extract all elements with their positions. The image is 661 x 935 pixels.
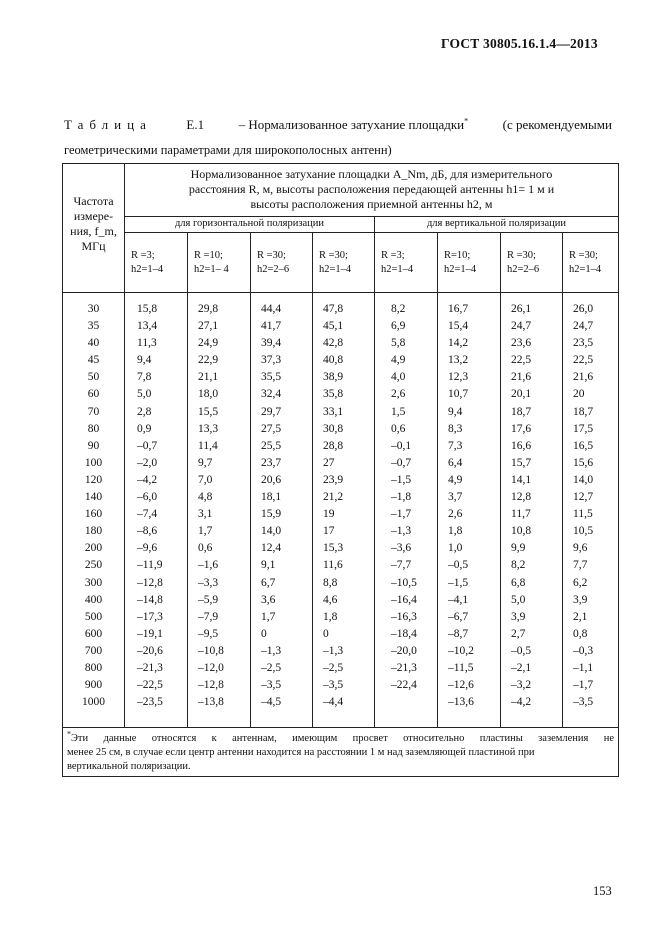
frequency-header-line: ния, f_m, — [70, 224, 117, 238]
cell-value: 5,0 — [511, 593, 526, 606]
cell-value: 18,0 — [198, 388, 219, 401]
frequency-value: 40 — [87, 337, 100, 350]
cell-value: 5,8 — [391, 337, 406, 350]
table-title-line1 — [64, 117, 612, 133]
cell-value: 12,8 — [511, 491, 532, 504]
cell-value: –10,8 — [198, 644, 224, 657]
cell-value: 7,3 — [448, 439, 463, 452]
cell-value: –23,5 — [137, 696, 163, 709]
cell-value: –16,4 — [391, 593, 417, 606]
attenuation-table — [62, 163, 619, 777]
table-title-number: Е.1 — [186, 117, 205, 132]
cell-value: –0,7 — [391, 456, 412, 469]
data-column-2 — [188, 293, 251, 728]
cell-value: 26,1 — [511, 303, 532, 315]
frequency-value: 300 — [84, 576, 103, 589]
table-title-line2: геометрическими параметрами для широкополосных антенн) — [64, 143, 392, 157]
cell-value: 20 — [573, 388, 585, 401]
frequency-value: 160 — [84, 508, 103, 521]
cell-value: 1,5 — [391, 405, 406, 418]
table-title-text: – Нормализованное затухание площадки* — [238, 116, 469, 132]
frequency-value: 900 — [84, 679, 103, 692]
cell-value: 19 — [323, 508, 335, 521]
frequency-value: 600 — [84, 627, 103, 640]
cell-value: –7,9 — [198, 610, 219, 623]
cell-value: 7,8 — [137, 371, 152, 384]
sub-header-line: R =30; — [507, 250, 536, 261]
cell-value: 41,7 — [261, 320, 282, 333]
cell-value: 22,9 — [198, 354, 219, 367]
cell-value: 0,8 — [573, 627, 588, 640]
cell-value: 2,7 — [511, 627, 526, 640]
cell-value: 15,6 — [573, 456, 594, 469]
cell-value: 15,7 — [511, 456, 532, 469]
cell-value: 14,1 — [511, 473, 532, 486]
cell-value: 1,7 — [198, 525, 213, 538]
frequency-value: 200 — [84, 542, 103, 555]
cell-value: –1,5 — [448, 576, 469, 589]
cell-value: –4,4 — [323, 696, 344, 709]
cell-value: 16,5 — [573, 439, 594, 452]
cell-value: –3,2 — [511, 679, 532, 692]
data-column-1 — [125, 293, 188, 728]
cell-value: 18,7 — [573, 405, 594, 418]
cell-value: 12,3 — [448, 371, 469, 384]
cell-value: 17,5 — [573, 422, 594, 435]
cell-value: –3,5 — [323, 679, 344, 692]
cell-value: –12,0 — [198, 661, 224, 674]
cell-value: 8,8 — [323, 576, 338, 589]
cell-value: 32,4 — [261, 388, 282, 401]
cell-value: 15,4 — [448, 320, 469, 333]
cell-value: 13,4 — [137, 320, 158, 333]
cell-value: 30,8 — [323, 422, 344, 435]
cell-value: 27,5 — [261, 422, 282, 435]
cell-value: 2,6 — [448, 508, 463, 521]
frequency-header-line: измере- — [73, 209, 114, 223]
attenuation-header: Нормализованное затухание площадки A_Nm, дБ, для измерительного расстояния R, м, высоты расположения передающей антенны h1= 1 м и высоты расположения приемной антенны h2, м — [125, 164, 619, 217]
cell-value: –1,6 — [198, 559, 219, 572]
footnote-mark: * — [464, 116, 469, 126]
sub-header-8 — [563, 233, 619, 293]
cell-value: –20,6 — [137, 644, 163, 657]
cell-value: 9,9 — [511, 542, 526, 555]
frequency-value: 400 — [84, 593, 103, 606]
sub-header-line: h2=1–4 — [444, 264, 477, 275]
cell-value: 1,0 — [448, 542, 463, 555]
cell-value: 7,7 — [573, 559, 588, 572]
cell-value: 1,8 — [323, 610, 338, 623]
cell-value: 9,4 — [137, 354, 152, 367]
cell-value: 11,7 — [511, 508, 531, 521]
cell-value: 21,6 — [511, 371, 532, 384]
sub-header-line: h2=1– 4 — [194, 264, 229, 275]
cell-value: –8,6 — [137, 525, 158, 538]
cell-value: –19,1 — [137, 627, 163, 640]
cell-value: –20,0 — [391, 644, 417, 657]
sub-header-line: h2=1–4 — [131, 264, 164, 275]
cell-value: 24,7 — [511, 320, 532, 333]
cell-value: 21,2 — [323, 491, 344, 504]
sub-header-line: h2=1–4 — [569, 264, 602, 275]
cell-value: 16,6 — [511, 439, 532, 452]
table-title-tail: (с рекомендуемыми — [502, 117, 612, 132]
cell-value: –7,7 — [391, 559, 412, 572]
cell-value: –22,4 — [391, 679, 417, 692]
cell-value: 45,1 — [323, 320, 344, 333]
cell-value: 4,8 — [198, 491, 213, 504]
cell-value: –1,3 — [391, 525, 412, 538]
cell-value: 26,0 — [573, 303, 594, 315]
cell-value: 14,0 — [573, 473, 594, 486]
cell-value: –2,1 — [511, 661, 532, 674]
cell-value: 4,6 — [323, 593, 338, 606]
frequency-value: 35 — [87, 320, 100, 333]
cell-value: 5,0 — [137, 388, 152, 401]
cell-value: 4,0 — [391, 371, 406, 384]
frequency-header — [63, 164, 125, 293]
cell-value: 13,2 — [448, 354, 469, 367]
cell-value: 11,3 — [137, 337, 157, 350]
cell-value: 18,1 — [261, 491, 282, 504]
sub-header-line: R =10; — [194, 250, 223, 261]
cell-value: 3,1 — [198, 508, 213, 521]
cell-value: –6,0 — [137, 491, 158, 504]
cell-value: –1,7 — [391, 508, 412, 521]
cell-value: –11,9 — [137, 559, 163, 572]
cell-value: 6,2 — [573, 576, 588, 589]
cell-value: 0 — [261, 627, 267, 640]
cell-value: 22,5 — [511, 354, 532, 367]
cell-value: –11,5 — [448, 661, 474, 674]
sub-header-1 — [125, 233, 188, 293]
cell-value: –18,4 — [391, 627, 417, 640]
sub-header-line: R =30; — [257, 250, 286, 261]
cell-value: 10,7 — [448, 388, 469, 401]
cell-value: –4,2 — [511, 696, 532, 709]
cell-value: 17,6 — [511, 422, 532, 435]
cell-value: 23,7 — [261, 456, 282, 469]
cell-value: –8,7 — [448, 627, 469, 640]
cell-value: 10,5 — [573, 525, 594, 538]
frequency-value: 30 — [87, 303, 100, 315]
cell-value: –22,5 — [137, 679, 163, 692]
frequency-value: 250 — [84, 559, 103, 572]
sub-header-line: R =30; — [569, 250, 598, 261]
cell-value: 13,3 — [198, 422, 219, 435]
frequency-value: 90 — [87, 439, 100, 452]
sub-header-5 — [375, 233, 438, 293]
cell-value: –6,7 — [448, 610, 469, 623]
cell-value: –7,4 — [137, 508, 158, 521]
cell-value: 10,8 — [511, 525, 532, 538]
cell-value: 20,6 — [261, 473, 282, 486]
cell-value: –12,6 — [448, 679, 474, 692]
cell-value: 42,8 — [323, 337, 344, 350]
cell-value: 3,9 — [511, 610, 526, 623]
sub-header-line: h2=2–6 — [507, 264, 540, 275]
cell-value: 4,9 — [391, 354, 406, 367]
frequency-value: 800 — [84, 661, 103, 674]
cell-value: –12,8 — [198, 679, 224, 692]
cell-value: –17,3 — [137, 610, 163, 623]
cell-value: 0 — [323, 627, 329, 640]
frequency-value: 120 — [84, 473, 103, 486]
cell-value: 8,3 — [448, 422, 463, 435]
cell-value: 9,4 — [448, 405, 463, 418]
cell-value: 37,3 — [261, 354, 282, 367]
cell-value: –4,5 — [261, 696, 282, 709]
data-column-4 — [313, 293, 375, 728]
cell-value: –12,8 — [137, 576, 163, 589]
cell-value: 12,7 — [573, 491, 594, 504]
cell-value: 1,8 — [448, 525, 463, 538]
cell-value: 27 — [323, 456, 335, 469]
cell-value: 2,8 — [137, 405, 152, 418]
cell-value: –3,5 — [573, 696, 594, 709]
cell-value: 21,6 — [573, 371, 594, 384]
cell-value: 21,1 — [198, 371, 219, 384]
cell-value: –21,3 — [391, 661, 417, 674]
cell-value: –3,6 — [391, 542, 412, 555]
cell-value: 24,9 — [198, 337, 219, 350]
cell-value: –2,5 — [323, 661, 344, 674]
cell-value: 9,6 — [573, 542, 588, 555]
sub-header-line: h2=1–4 — [319, 264, 352, 275]
cell-value: 2,1 — [573, 610, 588, 623]
cell-value: –4,2 — [137, 473, 158, 486]
cell-value: –3,5 — [261, 679, 282, 692]
cell-value: 3,9 — [573, 593, 588, 606]
cell-value: 24,7 — [573, 320, 594, 333]
frequency-value: 180 — [84, 525, 103, 538]
cell-value: 6,7 — [261, 576, 276, 589]
cell-value: –10,2 — [448, 644, 474, 657]
cell-value: –5,9 — [198, 593, 219, 606]
frequency-value: 500 — [84, 610, 103, 623]
cell-value: 15,5 — [198, 405, 219, 418]
sub-header-line: R =3; — [381, 250, 405, 261]
cell-value: 8,2 — [511, 559, 526, 572]
cell-value: 33,1 — [323, 405, 344, 418]
cell-value: –13,8 — [198, 696, 224, 709]
cell-value: –9,6 — [137, 542, 158, 555]
frequency-value: 70 — [87, 405, 100, 418]
cell-value: –3,3 — [198, 576, 219, 589]
cell-value: 3,7 — [448, 491, 463, 504]
frequency-value: 700 — [84, 644, 103, 657]
sub-header-7 — [501, 233, 563, 293]
cell-value: –10,5 — [391, 576, 417, 589]
cell-value: 38,9 — [323, 371, 344, 384]
cell-value: 47,8 — [323, 303, 344, 315]
cell-value: 11,5 — [573, 508, 593, 521]
frequency-value: 60 — [87, 388, 100, 401]
cell-value: 17 — [323, 525, 335, 538]
cell-value: –1,1 — [573, 661, 594, 674]
frequency-value: 45 — [87, 354, 100, 367]
cell-value: 15,3 — [323, 542, 344, 555]
sub-header-2 — [188, 233, 251, 293]
data-column-6 — [438, 293, 501, 728]
cell-value: 11,6 — [323, 559, 343, 572]
frequency-value: 50 — [87, 371, 100, 384]
frequency-header-line: Частота — [73, 194, 114, 208]
cell-value: 27,1 — [198, 320, 219, 333]
cell-value: 44,4 — [261, 303, 282, 315]
cell-value: 14,0 — [261, 525, 282, 538]
cell-value: –0,1 — [391, 439, 412, 452]
frequency-header-line: МГц — [81, 239, 106, 253]
frequency-value: 80 — [87, 422, 100, 435]
cell-value: –14,8 — [137, 593, 163, 606]
cell-value: 8,2 — [391, 303, 406, 315]
cell-value: –16,3 — [391, 610, 417, 623]
cell-value: 2,6 — [391, 388, 406, 401]
cell-value: 11,4 — [198, 439, 218, 452]
cell-value: 40,8 — [323, 354, 344, 367]
cell-value: –0,7 — [137, 439, 158, 452]
cell-value: 35,8 — [323, 388, 344, 401]
cell-value: 25,5 — [261, 439, 282, 452]
cell-value: 9,1 — [261, 559, 276, 572]
data-column-7 — [501, 293, 563, 728]
cell-value: 4,9 — [448, 473, 463, 486]
cell-value: –2,0 — [137, 456, 158, 469]
cell-value: –4,1 — [448, 593, 469, 606]
cell-value: 20,1 — [511, 388, 532, 401]
cell-value: 35,5 — [261, 371, 282, 384]
cell-value: 6,4 — [448, 456, 463, 469]
frequency-value: 140 — [84, 491, 103, 504]
sub-header-4 — [313, 233, 375, 293]
cell-value: 39,4 — [261, 337, 282, 350]
cell-value: 7,0 — [198, 473, 213, 486]
cell-value: 22,5 — [573, 354, 594, 367]
frequency-column — [63, 293, 125, 728]
cell-value: 1,7 — [261, 610, 276, 623]
cell-value: –1,8 — [391, 491, 412, 504]
cell-value: –0,5 — [511, 644, 532, 657]
cell-value: 0,6 — [198, 542, 213, 555]
cell-value: 0,9 — [137, 422, 152, 435]
cell-value: 3,6 — [261, 593, 276, 606]
data-column-3 — [251, 293, 313, 728]
cell-value: –0,3 — [573, 644, 594, 657]
cell-value: 28,8 — [323, 439, 344, 452]
frequency-value: 100 — [84, 456, 103, 469]
data-column-8 — [563, 293, 619, 728]
cell-value: –1,7 — [573, 679, 594, 692]
cell-value: 15,8 — [137, 303, 158, 315]
cell-value: 18,7 — [511, 405, 532, 418]
sub-header-6 — [438, 233, 501, 293]
cell-value: –1,3 — [323, 644, 344, 657]
table-footnote: *Эти данные относятся к антеннам, имеющим просвет относительно пластины заземления не менее 25 см, в случае если центр антенни находится на расстоянии 1 м над заземляющей пластиной при вертикальной поляризации. — [63, 728, 619, 777]
sub-header-3 — [251, 233, 313, 293]
page-number: 153 — [593, 884, 612, 898]
table-title-word: Таблица — [64, 117, 152, 132]
cell-value: –13,6 — [448, 696, 474, 709]
cell-value: 29,8 — [198, 303, 219, 315]
sub-header-line: R =30; — [319, 250, 348, 261]
cell-value: 6,9 — [391, 320, 406, 333]
cell-value: 14,2 — [448, 337, 469, 350]
cell-value: 29,7 — [261, 405, 282, 418]
sub-header-line: R=10; — [444, 250, 471, 261]
cell-value: –9,5 — [198, 627, 219, 640]
cell-value: 23,6 — [511, 337, 532, 350]
sub-header-line: h2=1–4 — [381, 264, 414, 275]
cell-value: 23,5 — [573, 337, 594, 350]
data-column-5 — [375, 293, 438, 728]
cell-value: 12,4 — [261, 542, 282, 555]
cell-value: –1,5 — [391, 473, 412, 486]
document-code: ГОСТ 30805.16.1.4—2013 — [441, 36, 598, 51]
cell-value: 0,6 — [391, 422, 406, 435]
cell-value: 23,9 — [323, 473, 344, 486]
sub-header-line: h2=2–6 — [257, 264, 290, 275]
cell-value: –21,3 — [137, 661, 163, 674]
cell-value: 16,7 — [448, 303, 469, 315]
cell-value: –2,5 — [261, 661, 282, 674]
cell-value: 9,7 — [198, 456, 213, 469]
cell-value: –0,5 — [448, 559, 469, 572]
cell-value: 15,9 — [261, 508, 282, 521]
group-horizontal-polarization: для горизонтальной поляризации — [125, 217, 375, 233]
cell-value: 6,8 — [511, 576, 526, 589]
frequency-value: 1000 — [82, 696, 105, 709]
group-vertical-polarization: для вертикальной поляризации — [375, 217, 619, 233]
sub-header-line: R =3; — [131, 250, 155, 261]
cell-value: –1,3 — [261, 644, 282, 657]
